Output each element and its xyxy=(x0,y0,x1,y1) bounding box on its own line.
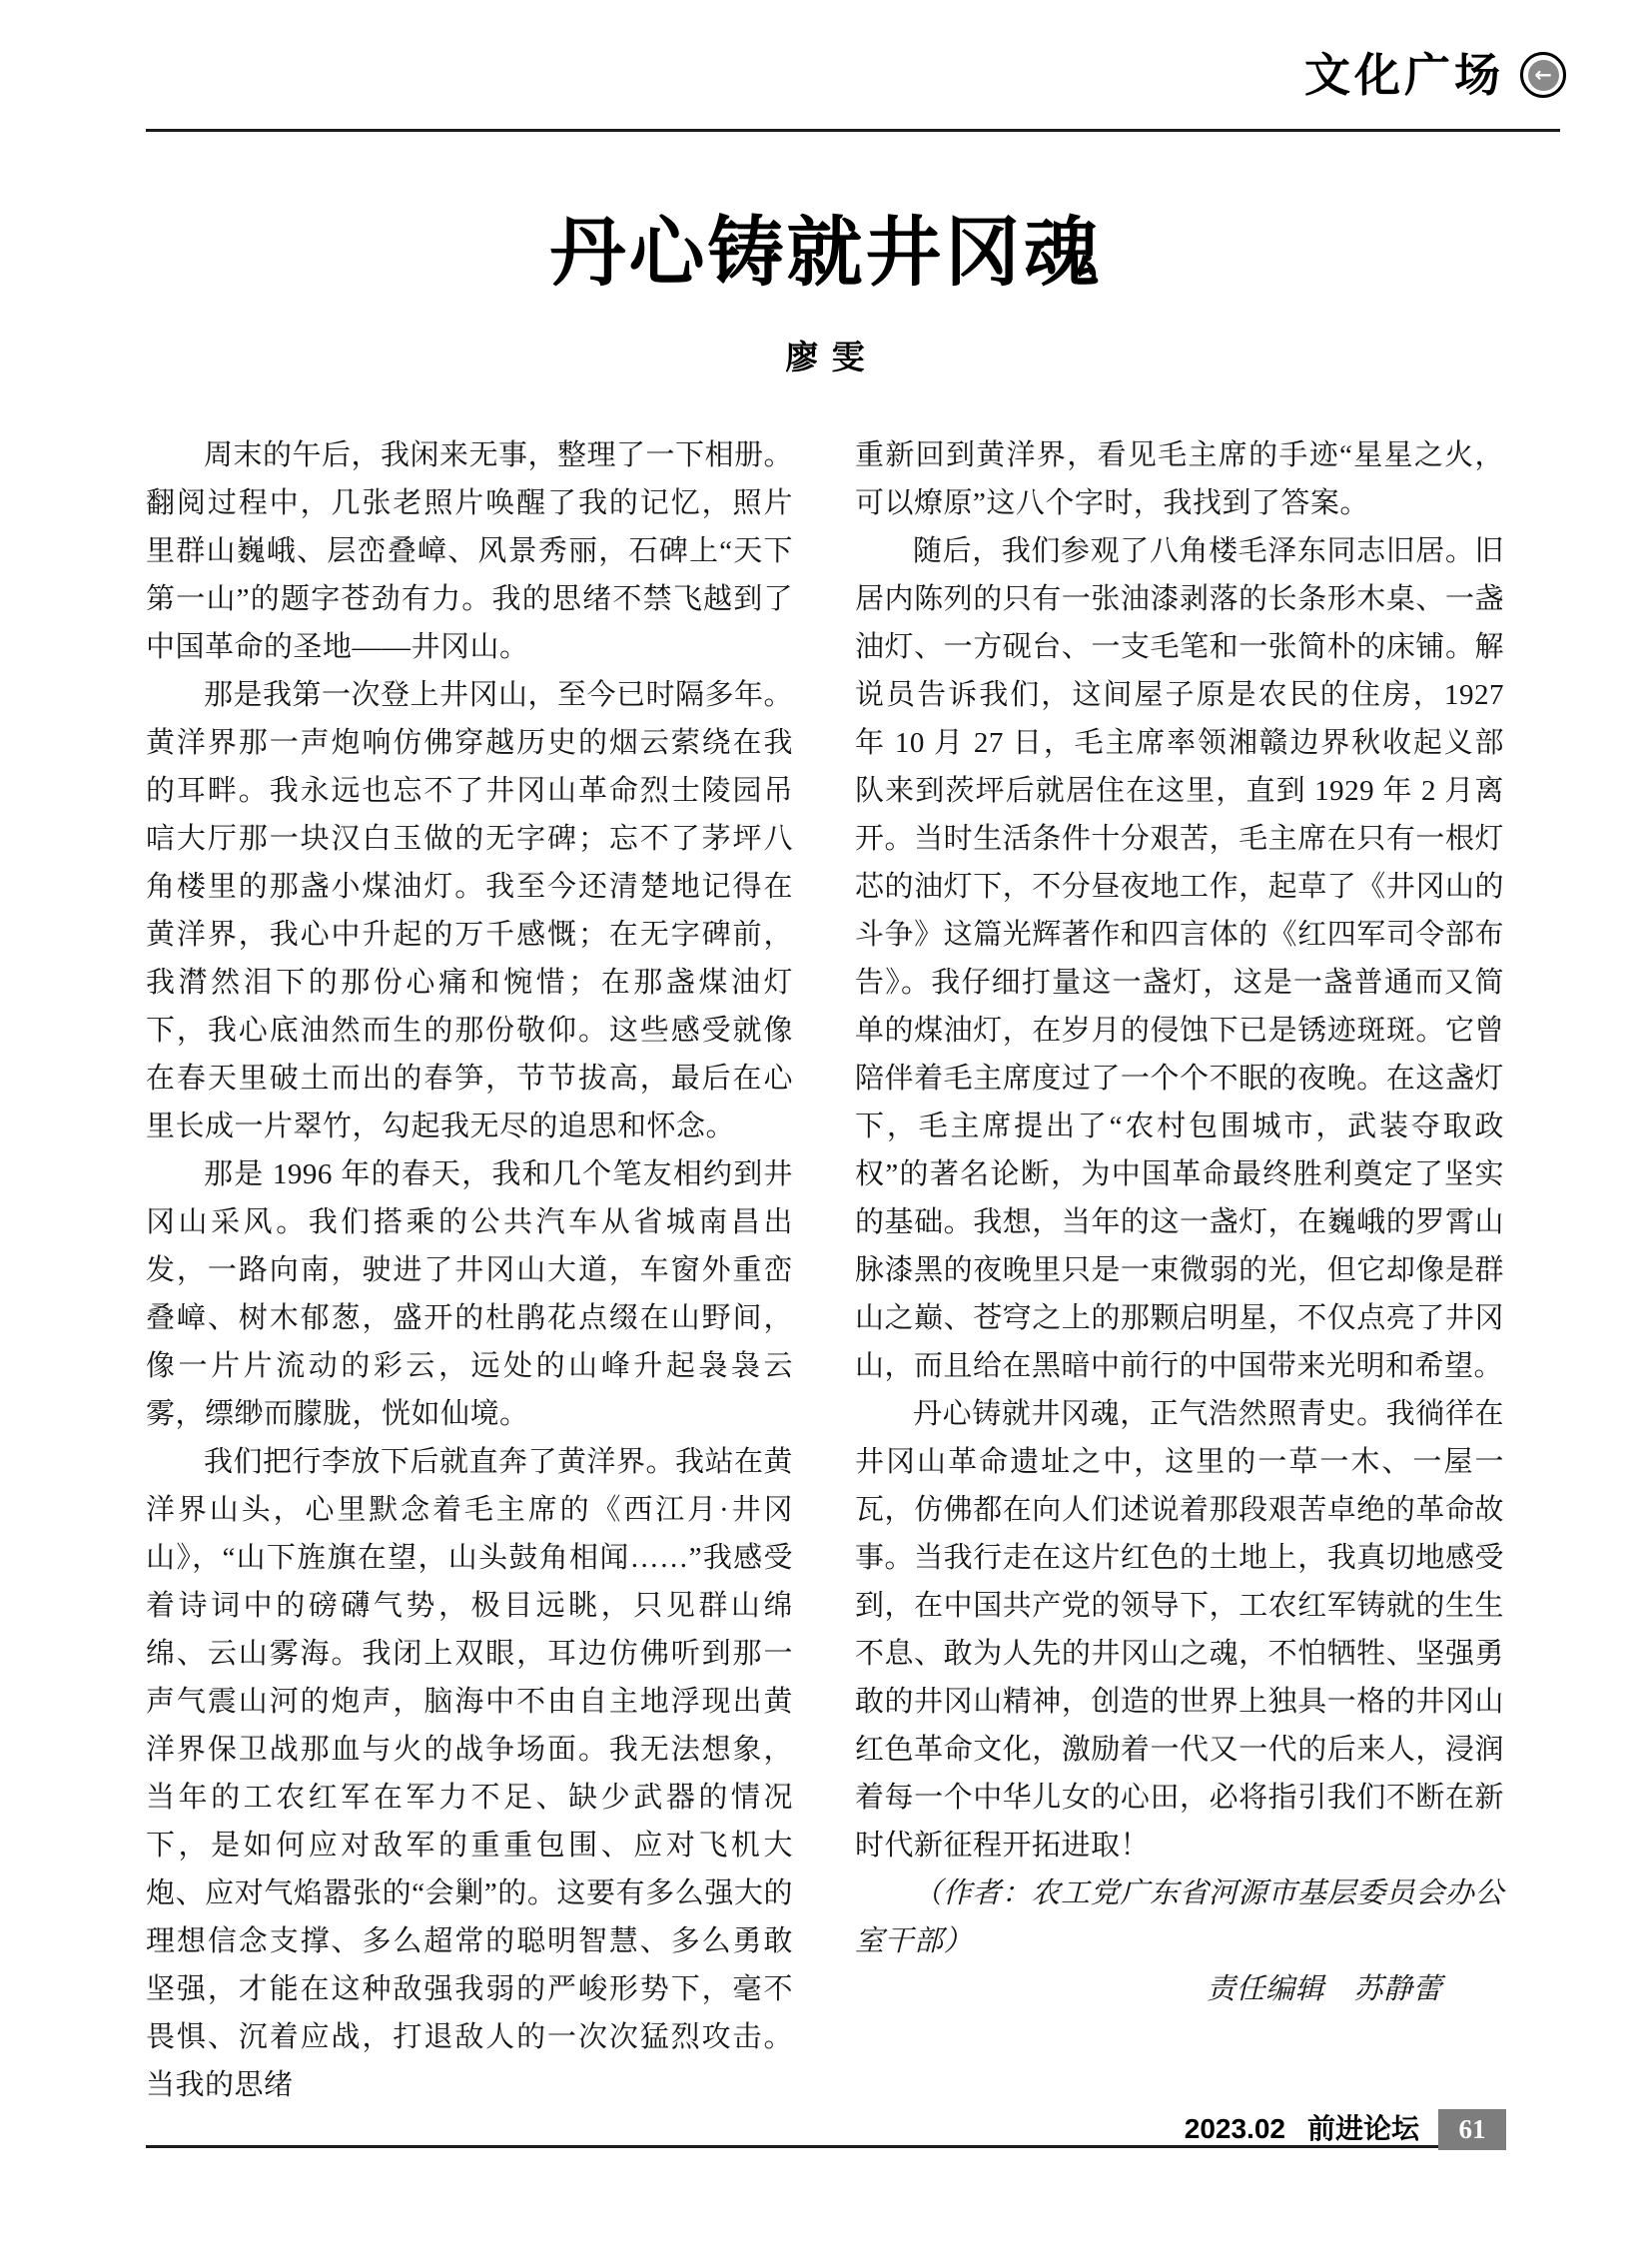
paragraph: 周末的午后，我闲来无事，整理了一下相册。翻阅过程中，几张老照片唤醒了我的记忆，照片里群山巍峨、层峦叠嶂、风景秀丽，石碑上“天下第一山”的题字苍劲有力。我的思绪不禁飞越到了中国革命的圣地——井冈山。 xyxy=(146,439,794,663)
page-number-badge: 61 xyxy=(1438,2109,1506,2150)
article-author: 廖 雯 xyxy=(785,339,867,375)
section-label: 文化广场 xyxy=(1304,49,1504,101)
page-header xyxy=(1304,49,1566,101)
back-arrow-glyph: ← xyxy=(1528,60,1559,91)
editor-credit: 责任编辑 苏静蕾 xyxy=(1206,1973,1442,2005)
paragraph-continuation: 重新回到黄洋界，看见毛主席的手迹“星星之火，可以燎原”这八个字时，我找到了答案。 xyxy=(855,439,1504,519)
back-arrow-icon xyxy=(1520,52,1566,98)
paragraph: 丹心铸就井冈魂，正气浩然照青史。我徜徉在井冈山革命遗址之中，这里的一草一木、一屋一瓦，仿佛都在向人们述说着那段艰苦卓绝的革命故事。当我行走在这片红色的土地上，我真切地感受到，在中国共产党的领导下，工农红军铸就的生生不息、敢为人先的井冈山之魂，不怕牺牲、坚强勇敢的井冈山精神，创造的世界上独具一格的井冈山红色革命文化，激励着一代又一代的后来人，浸润着每一个中华儿女的心田，必将指引我们不断在新时代新征程开拓进取！ xyxy=(855,1398,1504,1862)
paragraph: 我们把行李放下后就直奔了黄洋界。我站在黄洋界山头，心里默念着毛主席的《西江月·井冈山》，“山下旌旗在望，山头鼓角相闻……”我感受着诗词中的磅礴气势，极目远眺，只见群山绵绵、云山雾海。我闭上双眼，耳边仿佛听到那一声气震山河的炮声，脑海中不由自主地浮现出黄洋界保卫战那血与火的战争场面。我无法想象，当年的工农红军在军力不足、缺少武器的情况下，是如何应对敌军的重重包围、应对飞机大炮、应对气焰嚣张的“会剿”的。这要有多么强大的理想信念支撑、多么超常的聪明智慧、多么勇敢坚强，才能在这种敌强我弱的严峻形势下，毫不畏惧、沉着应战，打退敌人的一次次猛烈攻击。当我的思绪 xyxy=(146,1446,794,2101)
paragraph: 随后，我们参观了八角楼毛泽东同志旧居。旧居内陈列的只有一张油漆剥落的长条形木桌、一盏油灯、一方砚台、一支毛笔和一张简朴的床铺。解说员告诉我们，这间屋子原是农民的住房，1927 年 10 月 27 日，毛主席率领湘赣边界秋收起义部队来到茨坪后就居住在这里，直到 1929 年 2 月离开。当时生活条件十分艰苦，毛主席在只有一根灯芯的油灯下，不分昼夜地工作，起草了《井冈山的斗争》这篇光辉著作和四言体的《红四军司令部布告》。我仔细打量这一盏灯，这是一盏普通而又简单的煤油灯，在岁月的侵蚀下已是锈迹斑斑。它曾陪伴着毛主席度过了一个个不眠的夜晚。在这盏灯下，毛主席提出了“农村包围城市，武装夺取政权”的著名论断，为中国革命最终胜利奠定了坚实的基础。我想，当年的这一盏灯，在巍峨的罗霄山脉漆黑的夜晚里只是一束微弱的光，但它却像是群山之巅、苍穹之上的那颗启明星，不仅点亮了井冈山，而且给在黑暗中前行的中国带来光明和希望。 xyxy=(855,535,1504,1382)
footer-journal-name: 前进论坛 xyxy=(1306,2113,1419,2144)
article-title: 丹心铸就井冈魂 xyxy=(549,211,1103,296)
paragraph: 那是 1996 年的春天，我和几个笔友相约到井冈山采风。我们搭乘的公共汽车从省城南昌出发，一路向南，驶进了井冈山大道，车窗外重峦叠嶂、树木郁葱，盛开的杜鹃花点缀在山野间，像一片片流动的彩云，远处的山峰升起袅袅云雾，缥缈而朦胧，恍如仙境。 xyxy=(146,1158,793,1430)
header-rule xyxy=(146,129,1560,132)
right-column xyxy=(855,431,1504,2013)
footer-issue: 2023.02 xyxy=(1184,2113,1285,2144)
footer-meta xyxy=(1185,2107,1419,2147)
left-column xyxy=(146,431,793,2109)
author-note: （作者：农工党广东省河源市基层委员会办公室干部） xyxy=(855,1877,1504,1957)
paragraph: 那是我第一次登上井冈山，至今已时隔多年。黄洋界那一声炮响仿佛穿越历史的烟云萦绕在我的耳畔。我永远也忘不了井冈山革命烈士陵园吊唁大厅那一块汉白玉做的无字碑；忘不了茅坪八角楼里的那盏小煤油灯。我至今还清楚地记得在黄洋界，我心中升起的万千感慨；在无字碑前，我潸然泪下的那份心痛和惋惜；在那盏煤油灯下，我心底油然而生的那份敬仰。这些感受就像在春天里破土而出的春笋，节节拔高，最后在心里长成一片翠竹，勾起我无尽的追思和怀念。 xyxy=(146,679,794,1142)
